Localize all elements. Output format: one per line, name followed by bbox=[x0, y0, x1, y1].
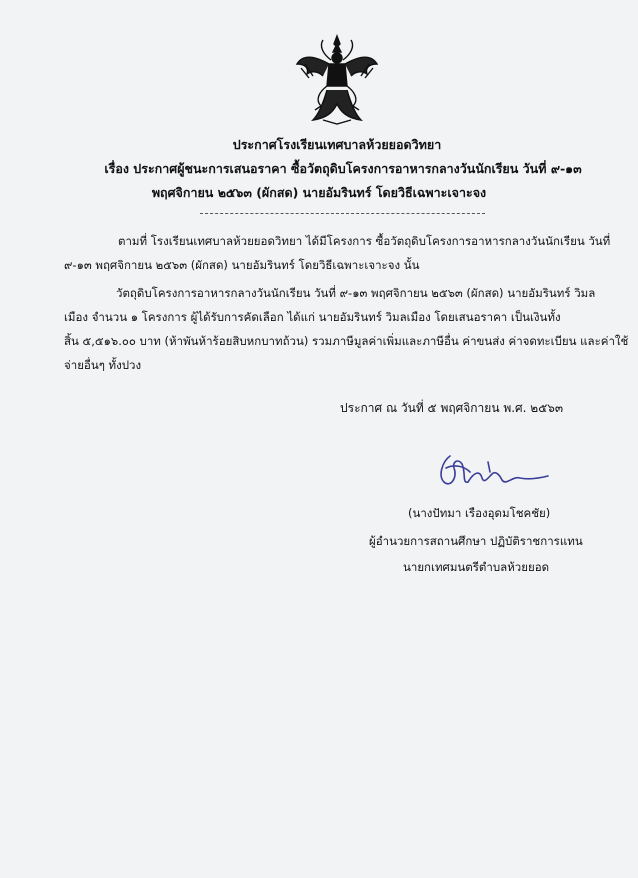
body-line: สิ้น ๕,๕๑๖.๐๐ บาท (ห้าพันห้าร้อยสิบหกบาทถ้วน) รวมภาษีมูลค่าเพิ่มและภาษีอื่น ค่าขนส่ง ค่าจดทะเบียน และค่าใช้ bbox=[64, 334, 629, 348]
announcement-subject: เรื่อง ประกาศผู้ชนะการเสนอราคา ซื้อวัตถุดิบโครงการอาหารกลางวันนักเรียน วันที่ ๙-๑๓ bbox=[104, 161, 582, 176]
dashed-divider bbox=[200, 213, 485, 214]
garuda-emblem-icon bbox=[293, 34, 381, 126]
body-line: ๙-๑๓ พฤศจิกายน ๒๕๖๓ (ผักสด) นายอัมรินทร์ โดยวิธีเฉพาะเจาะจง นั้น bbox=[64, 258, 420, 272]
signatory-name: (นางปัทมา เรืองอุดมโชคชัย) bbox=[408, 506, 551, 520]
handwritten-signature-icon bbox=[428, 448, 556, 496]
signatory-position-2: นายกเทศมนตรีตำบลห้วยยอด bbox=[403, 560, 550, 574]
announcement-date: ประกาศ ณ วันที่ ๕ พฤศจิกายน พ.ศ. ๒๕๖๓ bbox=[340, 401, 564, 415]
announcement-title: ประกาศโรงเรียนเทศบาลห้วยยอดวิทยา bbox=[232, 137, 442, 152]
body-line: จ่ายอื่นๆ ทั้งปวง bbox=[64, 358, 142, 372]
body-line: เมือง จำนวน ๑ โครงการ ผู้ได้รับการคัดเลือก ได้แก่ นายอัมรินทร์ วิมลเมือง โดยเสนอราคา เป็นเงินทั้ง bbox=[64, 310, 561, 324]
body-line: วัตถุดิบโครงการอาหารกลางวันนักเรียน วันที่ ๙-๑๓ พฤศจิกายน ๒๕๖๓ (ผักสด) นายอัมรินทร์ วิมล bbox=[116, 286, 596, 300]
body-line: ตามที่ โรงเรียนเทศบาลห้วยยอดวิทยา ได้มีโครงการ ซื้อวัตถุดิบโครงการอาหารกลางวันนักเรียน วันที่ bbox=[118, 234, 611, 248]
signatory-position: ผู้อำนวยการสถานศึกษา ปฏิบัติราชการแทน bbox=[369, 534, 583, 548]
announcement-subject-continued: พฤศจิกายน ๒๕๖๓ (ผักสด) นายอัมรินทร์ โดยวิธีเฉพาะเจาะจง bbox=[151, 185, 487, 200]
